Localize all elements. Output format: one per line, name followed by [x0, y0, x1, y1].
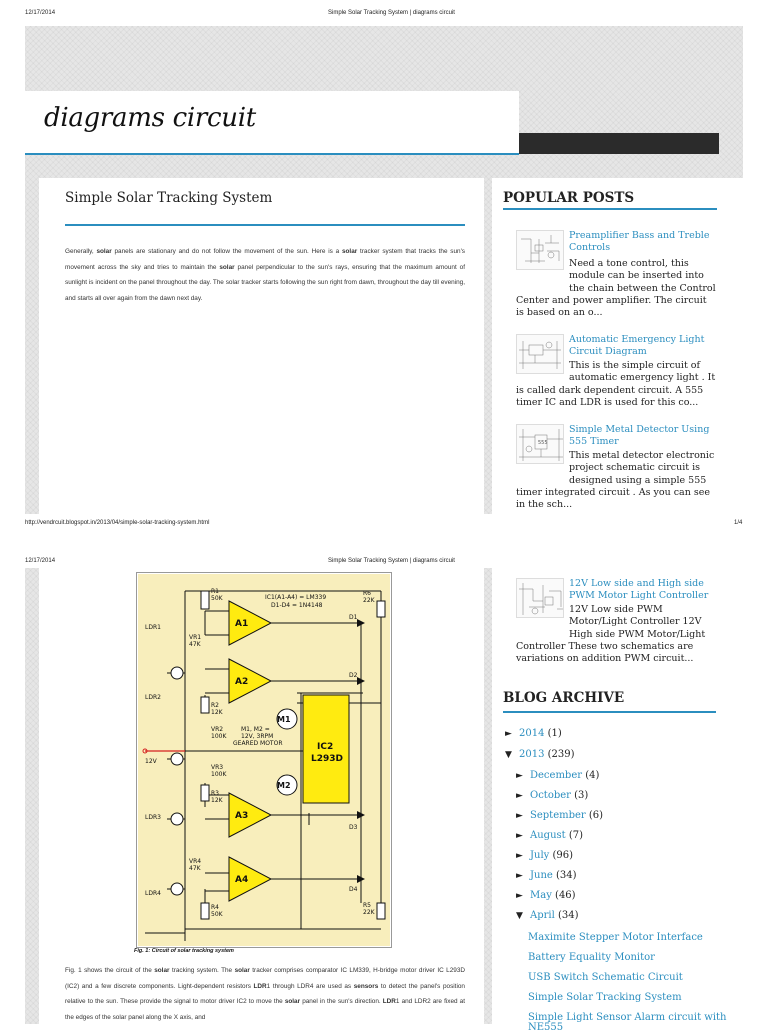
thumb-spacer — [516, 604, 569, 641]
text-run: 1 through LDR4 are used as — [266, 982, 354, 990]
resistor-r4-value: 50K — [211, 911, 223, 918]
popular-post-snippet — [516, 604, 716, 665]
text-run: tracker comprises comparator IC LM339, H-bridge motor driver IC L293D (IC2) and a few discrete components. Light-dependent resistors — [65, 967, 465, 990]
paragraph-2 — [65, 963, 465, 1025]
popular-posts-rule — [503, 208, 717, 210]
resistor-r5: R5 — [363, 902, 371, 909]
nav-bar — [519, 133, 719, 154]
bold-keyword: solar — [284, 998, 301, 1005]
collapse-arrow-icon[interactable]: ▼ — [505, 750, 512, 760]
archive-link[interactable]: September — [530, 810, 586, 821]
post-title: Simple Solar Tracking System — [65, 190, 273, 206]
archive-month-april[interactable] — [516, 909, 579, 923]
resistor-vr4: VR4 — [189, 858, 202, 865]
archive-count: (46) — [551, 890, 576, 901]
motor-note-3: GEARED MOTOR — [233, 740, 283, 747]
snippet-text: Need a tone control, this module can be inserted into the chain between the Control Center and power amplifier. The circuit is based on an o... — [516, 258, 716, 319]
diode-d4: D4 — [349, 886, 358, 893]
resistor-r3: R3 — [211, 790, 219, 797]
svg-text:555: 555 — [538, 440, 548, 446]
archive-year-2014[interactable] — [505, 727, 562, 741]
diode-d1: D1 — [349, 614, 358, 621]
header-rule — [25, 153, 519, 155]
print-page: 1/4 — [734, 520, 743, 526]
print-url: http://vendrcuit.blogspot.in/2013/04/simple-solar-tracking-system.html — [25, 520, 210, 526]
blog-archive-rule — [503, 711, 716, 713]
thumb-spacer — [516, 360, 569, 385]
resistor-vr2-value: 100K — [211, 733, 227, 740]
popular-post-snippet — [516, 450, 716, 511]
text-run: Generally, — [65, 248, 97, 255]
thumb-spacer — [516, 450, 569, 487]
ldr3-label: LDR3 — [145, 814, 161, 821]
archive-month-october[interactable] — [516, 789, 588, 803]
ic2-label: IC2 — [317, 742, 334, 752]
archive-count: (4) — [582, 770, 600, 781]
resistor-vr1-value: 47K — [189, 641, 201, 648]
print-date: 12/17/2014 — [25, 10, 56, 16]
blog-title[interactable]: diagrams circuit — [44, 103, 256, 133]
blog-archive-title: BLOG ARCHIVE — [503, 690, 625, 706]
archive-link[interactable]: June — [530, 870, 553, 881]
resistor-r1: R1 — [211, 588, 219, 595]
resistor-vr3: VR3 — [211, 764, 224, 771]
archive-count: (96) — [549, 850, 574, 861]
snippet-text: 12V Low side PWM Motor/Light Controller 12V High side PWM Motor/Light Controller These two schematics are variations on addition PWM circuit... — [516, 604, 706, 665]
diode-d2: D2 — [349, 672, 358, 679]
resistor-r2-value: 12K — [211, 709, 223, 716]
print-date: 12/17/2014 — [25, 558, 56, 564]
archive-post-link[interactable]: USB Switch Schematic Circuit — [528, 972, 683, 983]
popular-post-snippet — [516, 258, 716, 319]
bold-keyword: sensors — [353, 982, 379, 990]
archive-link[interactable]: December — [530, 770, 583, 781]
archive-month-may[interactable] — [516, 889, 576, 903]
archive-month-december[interactable] — [516, 769, 599, 783]
resistor-r6-value: 22K — [363, 597, 375, 604]
resistor-r1-value: 50K — [211, 595, 223, 602]
diode-d3: D3 — [349, 824, 358, 831]
snippet-text: This is the simple circuit of automatic emergency light . It is called dark dependent circuit. A 555 timer IC and LDR is used for this co... — [516, 360, 716, 408]
opamp-a4: A4 — [235, 875, 249, 885]
archive-post-link[interactable]: NE555 — [528, 1022, 564, 1033]
archive-link[interactable]: 2013 — [519, 749, 545, 760]
popular-posts-title: POPULAR POSTS — [503, 190, 635, 206]
thumb-spacer — [516, 258, 569, 295]
archive-link[interactable]: April — [530, 910, 555, 921]
bold-keyword: solar — [219, 263, 235, 271]
snippet-line — [516, 258, 716, 319]
text-run: panel in the sun's direction. — [300, 998, 383, 1005]
archive-post-link[interactable]: Simple Light Sensor Alarm circuit with — [528, 1012, 727, 1023]
archive-post-link[interactable]: Maximite Stepper Motor Interface — [528, 932, 703, 943]
popular-post-title[interactable]: 12V Low side and High side PWM Motor Light Controller — [569, 578, 709, 601]
expand-arrow-icon[interactable]: ► — [505, 729, 512, 739]
bold-keyword: solar — [96, 248, 112, 255]
expand-arrow-icon[interactable]: ► — [516, 771, 523, 781]
archive-month-september[interactable] — [516, 809, 603, 823]
resistor-r3-value: 12K — [211, 797, 223, 804]
text-run: Fig. 1 shows the circuit of the — [65, 967, 155, 974]
text-run: panel perpendicular to the sun's rays, ensuring that the maximum amount of sunlight is incident on the panel throughout the day. The solar tracker starts following the sun right from dawn, throughout the day till evening, and starts all over again from the dawn next day. — [65, 263, 465, 302]
resistor-vr4-value: 47K — [189, 865, 201, 872]
motor-m1: M1 — [277, 715, 291, 724]
resistor-r2: R2 — [211, 702, 219, 709]
archive-post-link[interactable]: Simple Solar Tracking System — [528, 992, 682, 1003]
opamp-a1: A1 — [235, 619, 249, 629]
archive-count: (239) — [544, 749, 575, 760]
archive-month-june[interactable] — [516, 869, 577, 883]
ldr2-label: LDR2 — [145, 694, 161, 701]
archive-count: (34) — [552, 870, 577, 881]
motor-note-2: 12V, 3RPM — [241, 733, 274, 740]
opamp-a3: A3 — [235, 811, 249, 821]
expand-arrow-icon[interactable]: ► — [516, 831, 523, 841]
resistor-vr3-value: 100K — [211, 771, 227, 778]
snippet-text: This metal detector electronic project schematic circuit is designed using a simple 555 timer integrated circuit . As you can see in the sch... — [516, 450, 715, 511]
post-para-2 — [65, 963, 465, 1025]
resistor-vr1: VR1 — [189, 634, 202, 641]
archive-month-august[interactable] — [516, 829, 583, 843]
bold-keyword: solar — [341, 248, 358, 255]
circuit-figure[interactable] — [136, 572, 392, 948]
resistor-r6: R6 — [363, 590, 371, 597]
expand-arrow-icon[interactable]: ► — [516, 791, 523, 801]
archive-count: (3) — [570, 790, 589, 801]
snippet-line — [516, 450, 716, 511]
bold-keyword: solar — [234, 967, 250, 974]
archive-count: (34) — [554, 910, 579, 921]
text-run: to detect the panel's position relative to the sun. These provide the signal to motor driver IC2 to move the — [65, 982, 465, 1005]
post-intro — [65, 244, 465, 306]
expand-arrow-icon[interactable]: ► — [516, 871, 523, 881]
archive-link[interactable]: July — [530, 850, 550, 861]
popular-post-title[interactable]: Automatic Emergency Light Circuit Diagram — [569, 334, 705, 357]
popular-post-title[interactable]: Preamplifier Bass and Treble Controls — [569, 230, 710, 253]
text-run: tracker system that tracks the sun's movement across the sky and tries to maintain the — [65, 248, 465, 271]
ic2-part: L293D — [311, 754, 343, 764]
text-run: panels are stationary and do not follow the movement of the sun. Here is a — [111, 248, 342, 255]
print-header-1 — [0, 0, 768, 20]
expand-arrow-icon[interactable]: ► — [516, 851, 523, 861]
print-doc-title: Simple Solar Tracking System | diagrams circuit — [328, 558, 455, 564]
resistor-vr2: VR2 — [211, 726, 224, 733]
opamp-a2: A2 — [235, 677, 249, 687]
post-title-rule — [65, 224, 465, 226]
archive-year-2013[interactable] — [505, 748, 575, 762]
archive-count: (1) — [544, 728, 562, 739]
text-run: tracking system. The — [169, 967, 235, 974]
snippet-line — [516, 360, 716, 409]
archive-link[interactable]: 2014 — [519, 728, 545, 739]
supply-label: 12V — [145, 758, 157, 765]
figure-caption: Fig. 1: Circuit of solar tracking system — [134, 948, 234, 954]
ldr4-label: LDR4 — [145, 890, 161, 897]
archive-link[interactable]: October — [530, 790, 571, 801]
archive-post-link[interactable]: Battery Equality Monitor — [528, 952, 655, 963]
diode-note: D1-D4 = 1N4148 — [271, 602, 323, 609]
expand-arrow-icon[interactable]: ► — [516, 891, 523, 901]
archive-link[interactable]: May — [530, 890, 552, 901]
resistor-r5-value: 22K — [363, 909, 375, 916]
bold-keyword: LDR — [382, 998, 396, 1005]
ldr1-label: LDR1 — [145, 624, 161, 631]
resistor-r4: R4 — [211, 904, 219, 911]
bold-keyword: LDR — [253, 982, 267, 990]
archive-count: (6) — [585, 810, 604, 821]
collapse-arrow-icon[interactable]: ▼ — [516, 911, 523, 921]
motor-m2: M2 — [277, 781, 291, 790]
archive-link[interactable]: August — [530, 830, 566, 841]
archive-count: (7) — [565, 830, 583, 841]
text-run: 1 and LDR2 are fixed at the edges of the solar panel along the X axis, and — [65, 998, 465, 1021]
motor-note-1: M1, M2 = — [241, 726, 270, 733]
expand-arrow-icon[interactable]: ► — [516, 811, 523, 821]
post-body — [39, 178, 484, 514]
bold-keyword: solar — [154, 967, 170, 974]
print-header-2 — [0, 548, 768, 568]
ic-note: IC1(A1-A4) = LM339 — [265, 594, 327, 601]
intro-paragraph — [65, 244, 465, 306]
print-doc-title: Simple Solar Tracking System | diagrams circuit — [328, 10, 455, 16]
snippet-line — [516, 604, 716, 665]
popular-post-title[interactable]: Simple Metal Detector Using 555 Timer — [569, 424, 710, 447]
popular-post-snippet — [516, 360, 716, 409]
archive-month-july[interactable] — [516, 849, 573, 863]
